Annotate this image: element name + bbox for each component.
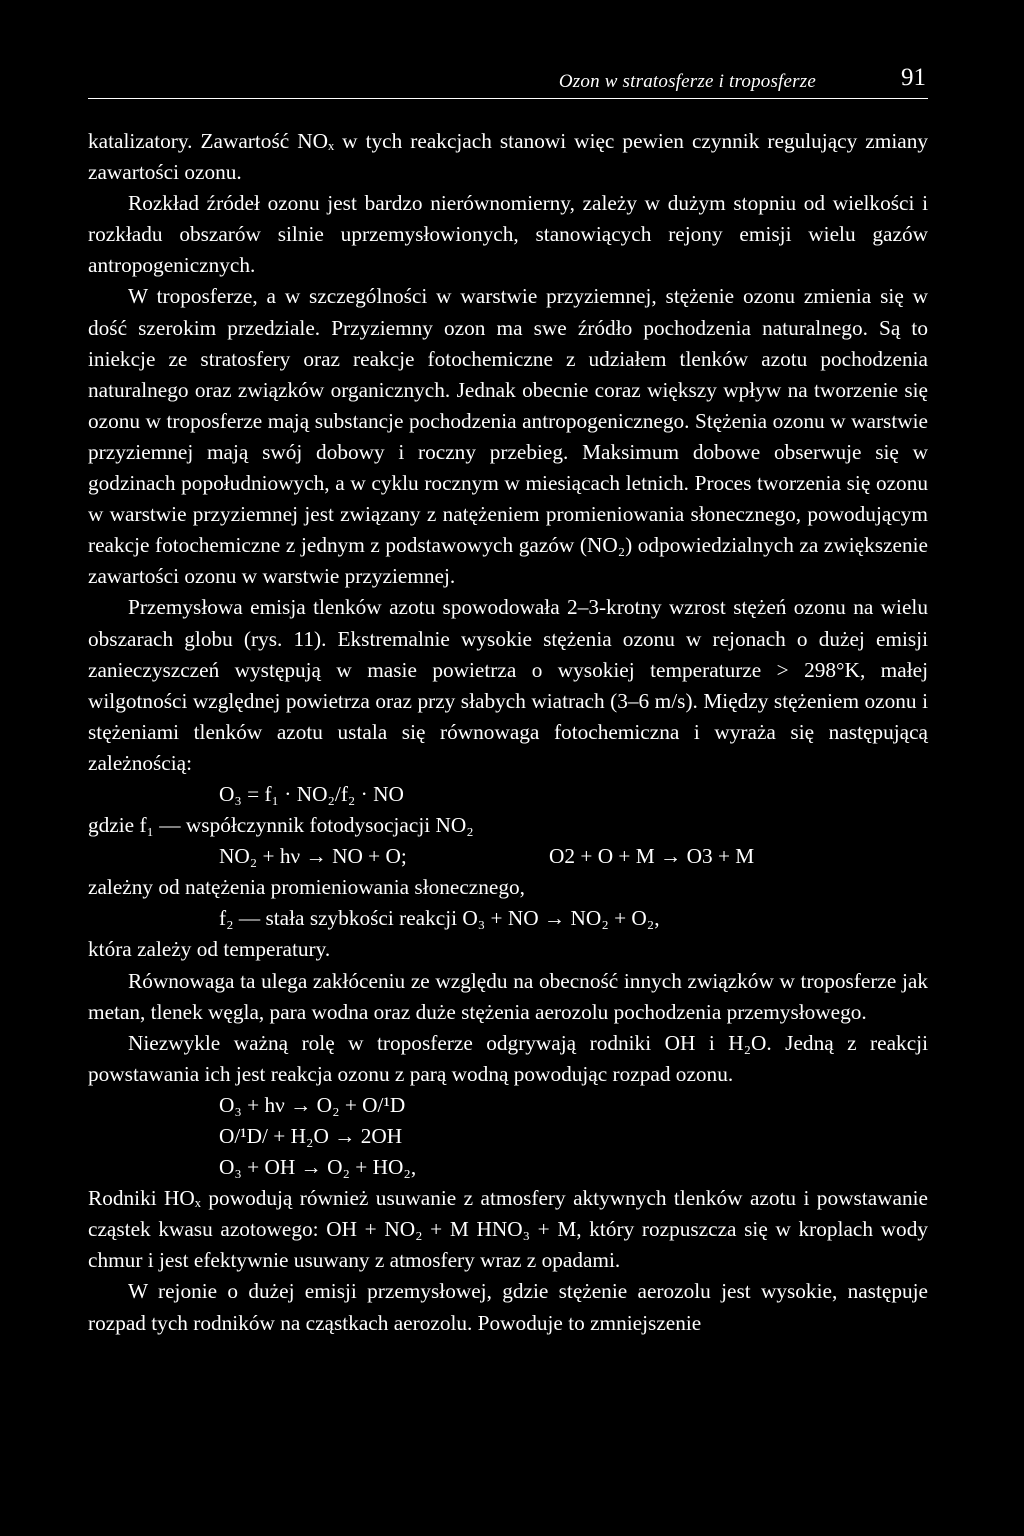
page-number: 91: [901, 64, 926, 91]
paragraph-7: Rodniki HOₓ powodują również usuwanie z atmosfery aktywnych tlenków azotu i powstawanie cząstek kwasu azotowego: OH + NO₂ + M HNO₃ + M, który rozpuszcza się w kroplach wody chmur i jest efektywnie usuwany z atmosfery wraz z opadami.: [88, 1186, 928, 1273]
equation-oh-formation: O/¹D/ + H₂O → 2OH: [219, 1124, 403, 1148]
paragraph-1: katalizatory. Zawartość NOₓ w tych reakcjach stanowi więc pewien czynnik regulujący zmiany zawartości ozonu.: [88, 129, 928, 185]
definition-f1-continued: zależny od natężenia promieniowania słonecznego,: [88, 875, 525, 900]
definition-f2-continued: która zależy od temperatury.: [88, 937, 331, 962]
running-title: Ozon w stratosferze i troposferze: [558, 71, 816, 92]
paragraph-3: W troposferze, a w szczególności w warstwie przyziemnej, stężenie ozonu zmienia się w dość szerokim przedziale. Przyziemny ozon ma swe źródło pochodzenia naturalnego. Są to iniekcje ze stratosfery oraz reakcje fotochemiczne z udziałem tlenków azotu pochodzenia naturalnego oraz związków organicznych. Jednak obecnie coraz większy wpływ na tworzenie się ozonu w troposferze mają substancje pochodzenia antropogenicznego. Stężenia ozonu w warstwie przyziemnej mają swój dobowy i roczny przebieg. Maksimum dobowe obserwuje się w godzinach popołudniowych, a w cyklu rocznym w miesiącach letnich. Proces tworzenia się ozonu w warstwie przyziemnej jest związany z natężeniem promieniowania słonecznego, powodującym reakcje fotochemiczne z jednym z podstawowych gazów (NO₂) odpowiedzialnych za zwiększenie zawartości ozonu w warstwie przyziemnej.: [88, 284, 928, 589]
paragraph-2: Rozkład źródeł ozonu jest bardzo nierównomierny, zależy w dużym stopniu od wielkości i rozkładu obszarów silnie uprzemysłowionych, stanowiących rejony emisji wielu gazów antropogenicznych.: [88, 191, 928, 278]
running-header: [88, 64, 928, 99]
equation-ozone-oh: O₃ + OH → O₂ + HO₂,: [219, 1155, 417, 1180]
equation-ozone-photolysis: O₃ + hν → O₂ + O/¹D: [219, 1092, 406, 1117]
paragraph-6: Niezwykle ważną rolę w troposferze odgrywają rodniki OH i H₂O. Jedną z reakcji powstawania ich jest reakcja ozonu z parą wodną powodując rozpad ozonu.: [88, 1030, 928, 1086]
reaction-ozone-formation: O2 + O + M → O3 + M: [549, 844, 755, 869]
body-text: [88, 126, 928, 1339]
reaction-pair: [88, 841, 928, 872]
paragraph-5: Równowaga ta ulega zakłóceniu ze względu na obecność innych związków w troposferze jak metan, tlenek węgla, para wodna oraz duże stężenia aerozolu pochodzenia przemysłowego.: [88, 968, 928, 1024]
definition-f2: f₂ — stała szybkości reakcji O₃ + NO → NO₂ + O₂,: [219, 906, 660, 931]
definition-f1: gdzie f₁ — współczynnik fotodysocjacji NO₂: [88, 813, 474, 838]
paragraph-4: Przemysłowa emisja tlenków azotu spowodowała 2–3-krotny wzrost stężeń ozonu na wielu obszarach globu (rys. 11). Ekstremalnie wysokie stężenia ozonu w rejonach o dużej emisji zanieczyszczeń występują w masie powietrza o wysokiej temperaturze > 298°K, małej wilgotności względnej powietrza oraz przy słabych wiatrach (3–6 m/s). Między stężeniem ozonu i stężeniami tlenków azotu ustala się równowaga fotochemiczna i wyraża się następującą zależnością:: [88, 595, 928, 775]
equation-equilibrium: O₃ = f₁ · NO₂/f₂ · NO: [219, 781, 404, 806]
reaction-photolysis: NO₂ + hν → NO + O;: [219, 844, 407, 869]
paragraph-8: W rejonie o dużej emisji przemysłowej, gdzie stężenie aerozolu jest wysokie, następuje rozpad tych rodników na cząstkach aerozolu. Powoduje to zmniejszenie: [88, 1279, 928, 1335]
